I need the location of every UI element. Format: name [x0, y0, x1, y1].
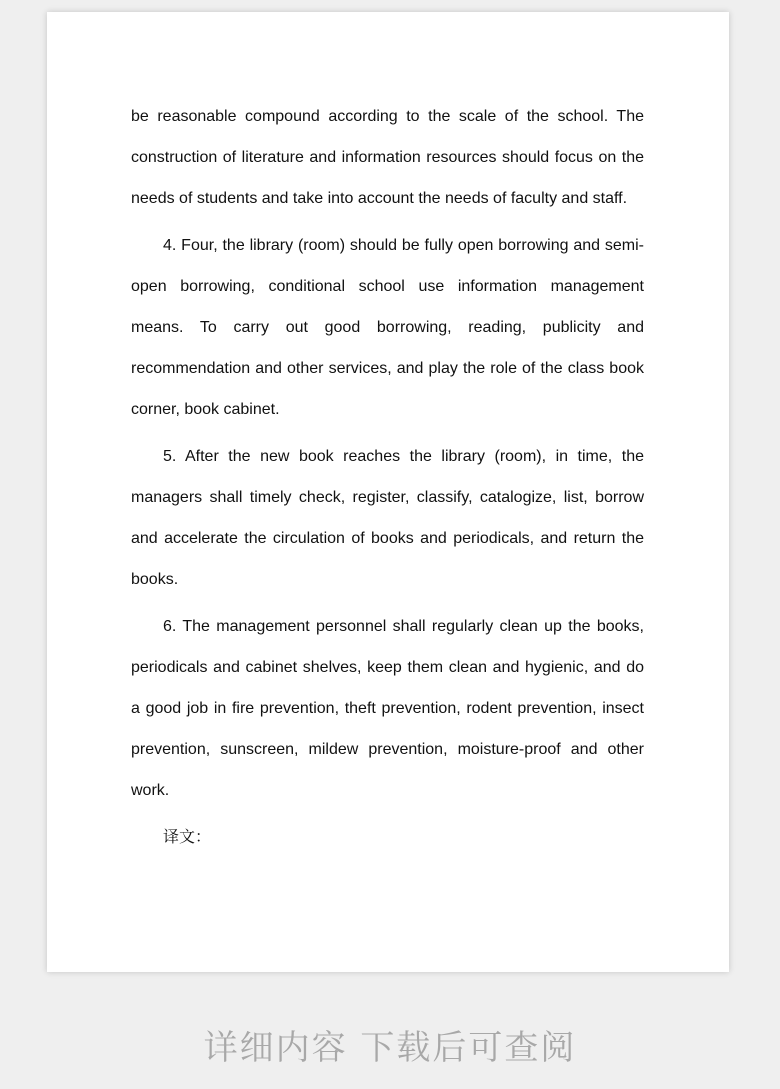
document-body	[131, 96, 644, 858]
translation-label: 译文：	[163, 829, 212, 846]
document-page	[47, 12, 729, 972]
paragraph-item-5: 5. After the new book reaches the library (room), in time, the managers shall timely check, register, classify, catalogize, list, borrow and accelerate the circulation of books and periodicals, and return the books.	[131, 448, 644, 588]
paragraph-item-6: 6. The management personnel shall regularly clean up the books, periodicals and cabinet shelves, keep them clean and hygienic, and do a good job in fire prevention, theft prevention, rodent prevention, insect prevention, sunscreen, mildew prevention, moisture-proof and other work.	[131, 618, 644, 799]
download-prompt-footer: 详细内容 下载后可查阅	[203, 1028, 577, 1068]
paragraph-item-4: 4. Four, the library (room) should be fully open borrowing and semi-open borrowing, conditional school use information management means. To carry out good borrowing, reading, publicity and recommendation and other services, and play the role of the class book corner, book cabinet.	[131, 237, 644, 418]
paragraph-continuation: be reasonable compound according to the scale of the school. The construction of literature and information resources should focus on the needs of students and take into account the needs of faculty and staff.	[131, 108, 644, 207]
